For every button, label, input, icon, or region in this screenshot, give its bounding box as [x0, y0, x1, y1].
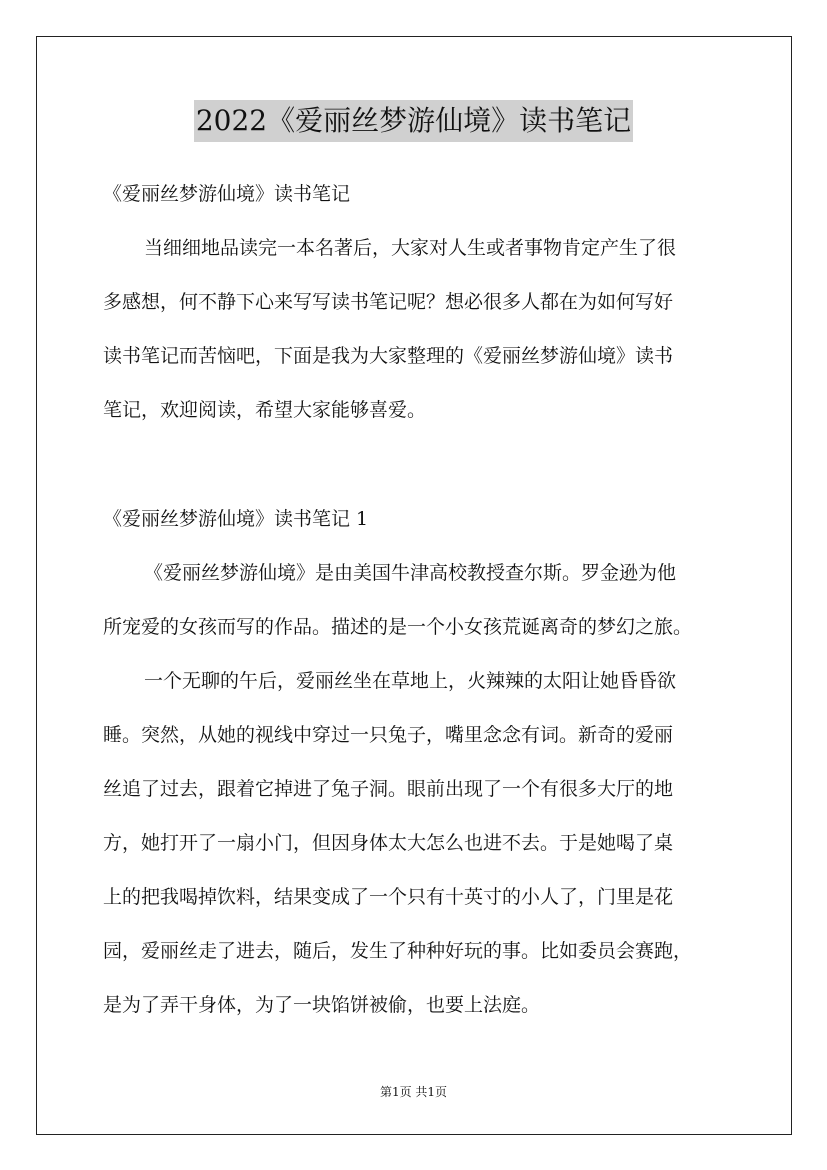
page-number-footer: 第1页 共1页: [379, 1085, 448, 1099]
paragraph-line: 笔记，欢迎阅读，希望大家能够喜爱。: [103, 399, 427, 421]
paragraph-line: 当细细地品读完一本名著后，大家对人生或者事物肯定产生了很: [144, 237, 677, 259]
paragraph-line: 园，爱丽丝走了进去，随后，发生了种种好玩的事。比如委员会赛跑，: [103, 940, 693, 962]
paragraph-line: 丝追了过去，跟着它掉进了兔子洞。眼前出现了一个有很多大厅的地: [103, 778, 674, 800]
paragraph-line: 所宠爱的女孩而写的作品。描述的是一个小女孩荒诞离奇的梦幻之旅。: [103, 616, 693, 638]
paragraph-line: 睡。突然，从她的视线中穿过一只兔子，嘴里念念有词。新奇的爱丽: [103, 724, 674, 746]
paragraph-line: 是为了弄干身体，为了一块馅饼被偷，也要上法庭。: [103, 994, 541, 1016]
paragraph-line: 方，她打开了一扇小门，但因身体太大怎么也进不去。于是她喝了桌: [103, 832, 674, 854]
paragraph-line: 《爱丽丝梦游仙境》是由美国牛津高校教授查尔斯。罗金逊为他: [144, 562, 677, 584]
paragraph-line: 读书笔记而苦恼吧，下面是我为大家整理的《爱丽丝梦游仙境》读书: [103, 345, 674, 367]
paragraph-line: 一个无聊的午后，爱丽丝坐在草地上，火辣辣的太阳让她昏昏欲: [144, 670, 677, 692]
document-title: 2022《爱丽丝梦游仙境》读书笔记: [194, 100, 633, 142]
paragraph-line: 上的把我喝掉饮料，结果变成了一个只有十英寸的小人了，门里是花: [103, 886, 674, 908]
paragraph-line: 多感想，何不静下心来写写读书笔记呢？想必很多人都在为如何写好: [103, 291, 674, 313]
title-container: [0, 100, 827, 142]
intro-heading: 《爱丽丝梦游仙境》读书笔记: [103, 183, 351, 205]
section-heading: 《爱丽丝梦游仙境》读书笔记 1: [103, 508, 369, 530]
